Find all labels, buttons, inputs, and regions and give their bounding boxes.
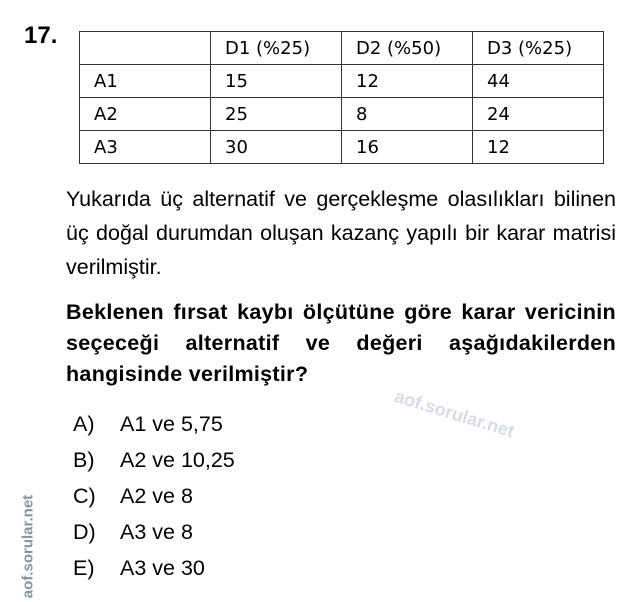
decision-matrix-table [79, 31, 604, 164]
table-cell: 44 [473, 65, 604, 98]
watermark-diagonal: aof.sorular.net [392, 386, 517, 442]
watermark-side: aof.sorular.net [19, 494, 37, 599]
option-text: A2 ve 8 [120, 484, 193, 508]
table-row [80, 98, 604, 131]
table-row [80, 65, 604, 98]
option-c[interactable] [73, 478, 235, 514]
table-cell: 12 [473, 131, 604, 164]
table-cell: 25 [211, 98, 342, 131]
table-row [80, 131, 604, 164]
question-number: 17. [24, 22, 58, 49]
option-text: A3 ve 8 [120, 520, 193, 544]
table-cell: 12 [342, 65, 473, 98]
option-letter: E) [73, 556, 95, 580]
option-letter: C) [73, 484, 96, 508]
table-header-cell [80, 32, 211, 65]
table-cell: A1 [80, 65, 211, 98]
option-letter: B) [73, 448, 95, 472]
option-e[interactable] [73, 550, 235, 586]
table-cell: 30 [211, 131, 342, 164]
answer-options [73, 406, 235, 586]
option-d[interactable] [73, 514, 235, 550]
option-text: A2 ve 10,25 [120, 448, 235, 472]
table-header-cell: D1 (%25) [211, 32, 342, 65]
table-cell: 24 [473, 98, 604, 131]
option-letter: A) [73, 412, 95, 436]
table-cell: 8 [342, 98, 473, 131]
table-cell: 16 [342, 131, 473, 164]
table-cell: A2 [80, 98, 211, 131]
option-b[interactable] [73, 442, 235, 478]
table-cell: A3 [80, 131, 211, 164]
table-header-row [80, 32, 604, 65]
option-text: A3 ve 30 [120, 556, 205, 580]
table-cell: 15 [211, 65, 342, 98]
table-header-cell: D2 (%50) [342, 32, 473, 65]
option-letter: D) [73, 520, 96, 544]
question-intro: Yukarıda üç alternatif ve gerçekleşme olasılıkları bilinen üç doğal durumdan oluşan kazanç yapılı bir karar matrisi verilmiştir. [66, 187, 616, 279]
option-text: A1 ve 5,75 [120, 412, 223, 436]
table-header-cell: D3 (%25) [473, 32, 604, 65]
option-a[interactable] [73, 406, 235, 442]
question-prompt: Beklenen fırsat kaybı ölçütüne göre karar vericinin seçeceği alternatif ve değeri aşağıdakilerden hangisinde verilmiştir? [66, 300, 616, 386]
